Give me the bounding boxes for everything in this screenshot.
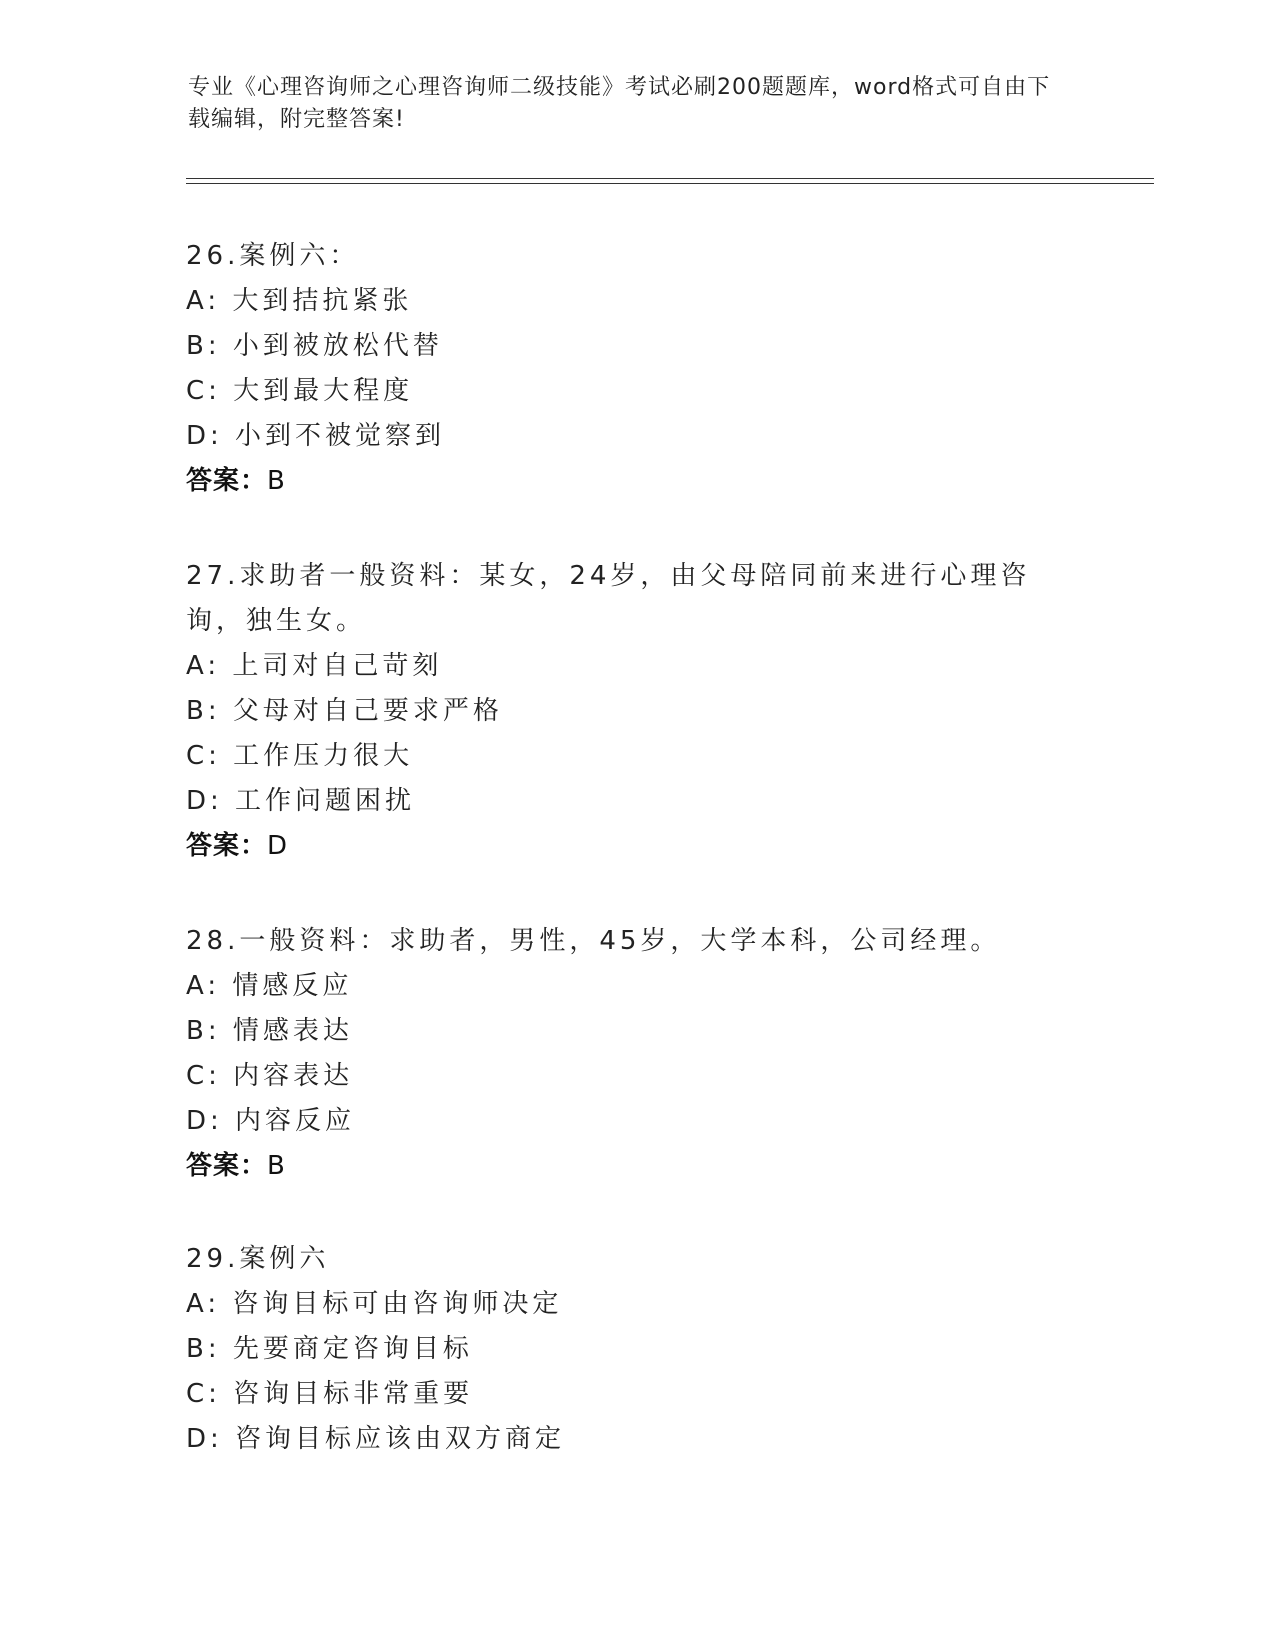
answer-line xyxy=(186,824,1146,869)
option-d: D: 小到不被觉察到 xyxy=(186,421,446,451)
option-c: C: 咨询目标非常重要 xyxy=(186,1379,474,1409)
option-a: A: 上司对自己苛刻 xyxy=(186,651,443,681)
option-b: B: 先要商定咨询目标 xyxy=(186,1334,473,1364)
option-a: A: 情感反应 xyxy=(186,971,353,1001)
option-a: A: 大到拮抗紧张 xyxy=(186,286,413,316)
answer-label: 答案： xyxy=(186,1151,268,1181)
question-title: 29.案例六 xyxy=(186,1244,330,1274)
option-d: D: 内容反应 xyxy=(186,1106,356,1136)
answer-line xyxy=(186,459,1146,504)
option-b: B: 小到被放松代替 xyxy=(186,331,443,361)
question-title: 27.求助者一般资料：某女，24岁，由父母陪同前来进行心理咨询，独生女。 xyxy=(186,561,1031,636)
answer-line xyxy=(186,1144,1146,1189)
option-b: B: 父母对自己要求严格 xyxy=(186,696,503,726)
option-d: D: 工作问题困扰 xyxy=(186,786,416,816)
option-c: C: 内容表达 xyxy=(186,1061,354,1091)
answer-value: B xyxy=(267,466,286,496)
question-title: 26.案例六： xyxy=(186,241,360,271)
answer-label: 答案： xyxy=(186,466,268,496)
question-title: 28.一般资料：求助者，男性，45岁，大学本科，公司经理。 xyxy=(186,926,1001,956)
question-26 xyxy=(186,234,1146,504)
document-header: 专业《心理咨询师之心理咨询师二级技能》考试必刷200题题库，word格式可自由下载编辑，附完整答案! xyxy=(188,75,1051,132)
option-b: B: 情感表达 xyxy=(186,1016,353,1046)
question-27 xyxy=(186,554,1146,869)
answer-value: B xyxy=(267,1151,286,1181)
option-c: C: 大到最大程度 xyxy=(186,376,414,406)
answer-label: 答案： xyxy=(186,831,268,861)
answer-value: D xyxy=(267,831,289,861)
header-divider-top xyxy=(186,178,1154,179)
option-c: C: 工作压力很大 xyxy=(186,741,414,771)
option-a: A: 咨询目标可由咨询师决定 xyxy=(186,1289,563,1319)
question-29 xyxy=(186,1237,1146,1462)
header-divider-bottom xyxy=(186,183,1154,184)
option-d: D: 咨询目标应该由双方商定 xyxy=(186,1424,566,1454)
question-28 xyxy=(186,919,1146,1189)
